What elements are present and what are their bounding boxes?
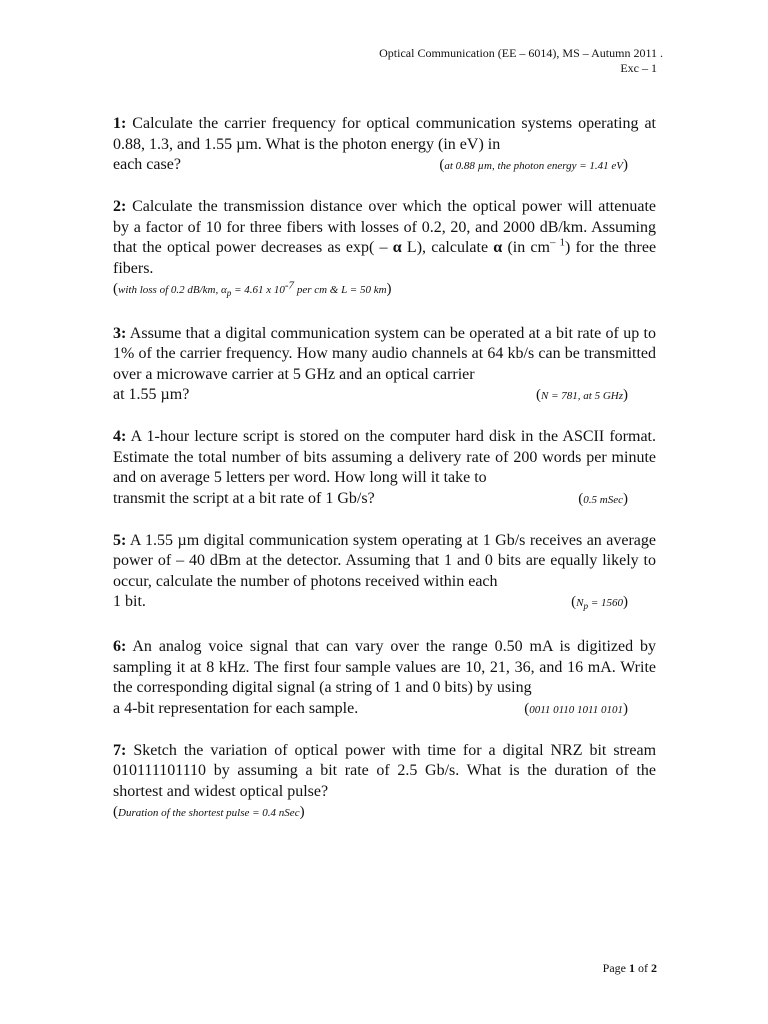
question-text: Calculate the transmission distance over which the optical power will attenuate by a factor of 10 for three fibers with losses of 0.2, 20, and 2000 dB/km. Assuming that the optical power decreases as exp( – [113, 198, 657, 256]
question-number: 1: [113, 115, 127, 132]
question-text: An analog voice signal that can vary over the range 0.50 mA is digitized by sampling it at 8 kHz. The first four sample values are 10, 21, 36, and 16 mA. Write the corresponding digital signal (a string of 1 and 0 bits) by using [113, 638, 656, 697]
question-number: 7: [113, 741, 127, 759]
answer-hint: (0.5 mSec) [578, 490, 628, 507]
question-text: Sketch the variation of optical power with time for a digital NRZ bit stream 010111101110 by assuming a bit rate of 2.5 Gb/s. What is the duration of the shortest and widest optical pulse? [113, 741, 657, 800]
question-list [113, 114, 656, 844]
page-total: 2 [651, 961, 657, 975]
question-text-last-line: 1 bit. [113, 593, 146, 611]
of-word: of [638, 961, 648, 975]
question-number: 3: [113, 324, 127, 342]
question-number: 6: [113, 638, 127, 656]
question-2: 2: Calculate the transmission distance over which the optical power will attenuate by a factor of 10 for three fibers with losses of 0.2, 20, and 2000 dB/km. Assuming that the optical power decreases as exp( – α L), calculate α (in $cm^{- 1}$) for the three fibers. (with loss of 0.2 dB/km, $\alpha_p = 4.61$ x $10^{-7}$ per cm & L = 50 km) [113, 198, 657, 299]
question-text: A 1.55 µm digital communication system operating at 1 Gb/s receives an average power of – 40 dBm at the detector. Assuming that 1 and 0 bits are equally likely to occur, calculate the number of photons received within each [113, 531, 656, 590]
page-current: 1 [629, 961, 635, 975]
question-3 [113, 324, 656, 407]
answer-hint: $(N_p = 1560)$ [571, 594, 628, 612]
page-header [379, 46, 663, 76]
question-1 [113, 114, 656, 177]
page-word: Page [602, 961, 626, 975]
question-5 [113, 531, 656, 617]
question-text: Assume that a digital communication system can be operated at a bit rate of up to 1% of the carrier frequency. How many audio channels at 64 kb/s can be transmitted over a microwave carrier at 5 GHz and an optical carrier [113, 324, 656, 383]
answer-hint: (0011 0110 1011 0101) [524, 700, 628, 717]
question-number: 4: [113, 428, 127, 446]
answer-hint: (Duration of the shortest pulse = 0.4 nSec) [113, 804, 305, 821]
alpha-symbol: α [493, 239, 503, 256]
alpha-symbol: α [392, 239, 402, 256]
answer-hint: (N = 781, at 5 GHz) [536, 387, 628, 404]
question-text-last-line: a 4-bit representation for each sample. [113, 699, 359, 717]
exercise-label: Exc – 1 [620, 61, 657, 75]
answer-hint: (at 0.88 µm, the photon energy = 1.41 eV) [439, 157, 628, 173]
question-7 [113, 741, 656, 824]
question-text: Calculate the carrier frequency for optical communication systems operating at 0.88, 1.3, and 1.55 µm. What is the photon energy (in eV) in [113, 115, 656, 153]
question-4 [113, 427, 656, 510]
course-title: Optical Communication (EE – 6014), MS – Autumn 2011 . [379, 46, 663, 60]
question-text: A 1-hour lecture script is stored on the computer hard disk in the ASCII format. Estimate the total number of bits assuming a delivery rate of 200 words per minute and on average 5 letters per word. How long will it take to [113, 428, 657, 487]
question-number: 5: [113, 531, 127, 549]
question-6 [113, 637, 656, 720]
header-dot: . [660, 46, 663, 60]
question-number: 2: [113, 198, 127, 215]
question-text-last-line: at 1.55 µm? [113, 386, 190, 404]
question-text-last-line: each case? [113, 156, 181, 173]
page-footer [603, 961, 657, 976]
answer-hint: (with loss of 0.2 dB/km, $\alpha_p = 4.61$ x $10^{-7}$ per cm & L = 50 km) [113, 279, 392, 299]
question-text-last-line: transmit the script at a bit rate of 1 Gb/s? [113, 489, 375, 507]
